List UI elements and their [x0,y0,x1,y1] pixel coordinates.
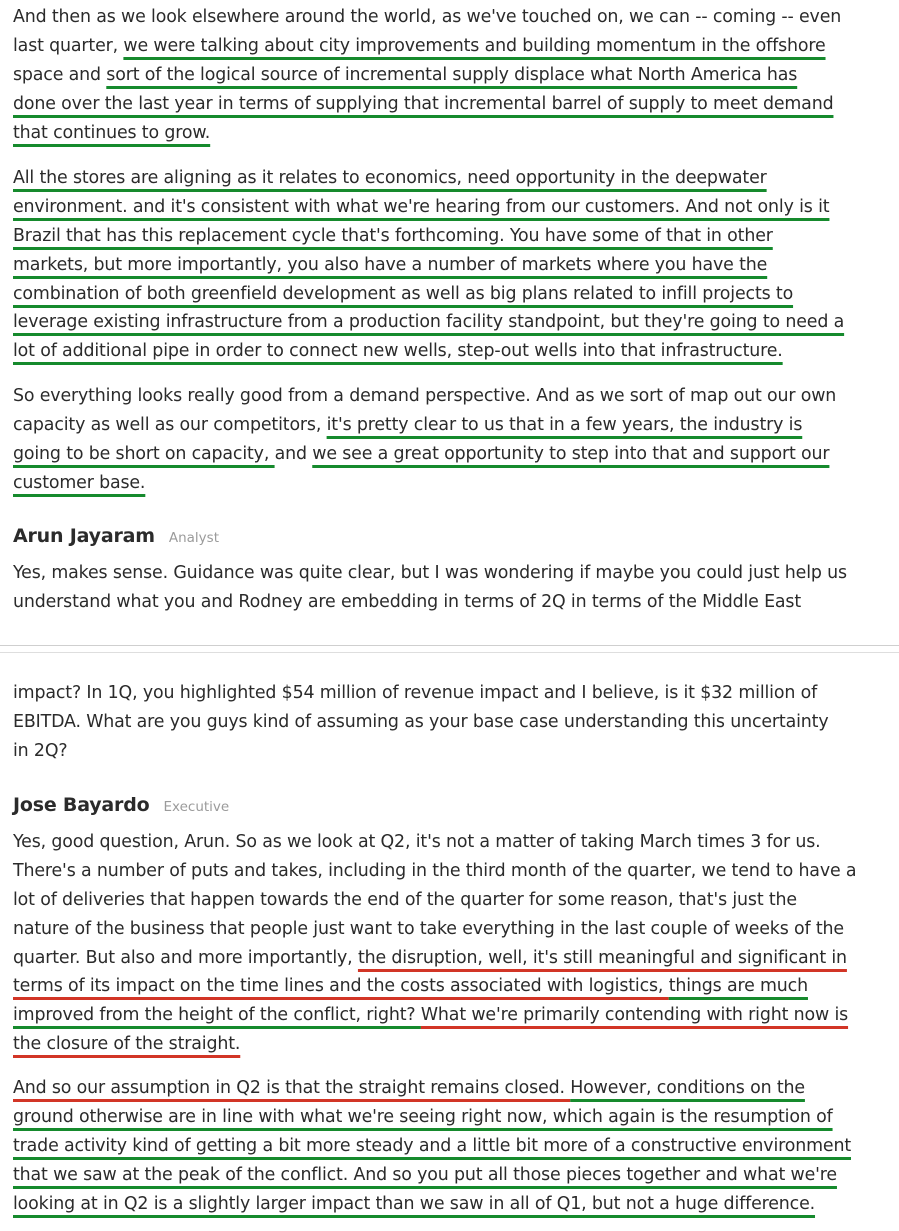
page-divider [0,645,899,646]
highlight-green: Brazil that has this replacement cycle that's forthcoming. You have some of that in other [13,225,773,246]
highlight-green: trade activity kind of getting a bit more steady and a little bit more of a constructive environment [13,1135,851,1156]
text-span: Yes, makes sense. Guidance was quite clear, but I was wondering if maybe you could just help us [13,563,847,583]
text-line [13,193,893,222]
text-line [13,588,893,617]
text-line [13,164,893,193]
highlight-green: leverage existing infrastructure from a production facility standpoint, but they're going to need a [13,312,845,333]
text-line [13,857,893,886]
speaker-header [13,791,229,819]
text-line [13,886,893,915]
text-line [13,411,893,440]
highlight-green: done over the last year in terms of supplying that incremental barrel of supply to meet demand [13,93,834,114]
highlight-green: that we saw at the peak of the conflict. And so you put all those pieces together and what we're [13,1164,837,1185]
text-span: And then as we look elsewhere around the world, as we've touched on, we can -- coming -- even [13,7,842,27]
text-line [13,1074,893,1103]
paragraph [13,1074,893,1218]
text-line [13,440,893,469]
text-span: capacity as well as our competitors, [13,414,327,435]
highlight-green: ground otherwise are in line with what we're seeing right now, which again is the resumption of [13,1106,833,1127]
text-line [13,3,893,32]
highlight-green: we see a great opportunity to step into that and support our [312,443,830,464]
transcript-panel-bottom [0,654,899,1231]
highlight-green: we were talking about city improvements and building momentum in the offshore [123,35,826,56]
text-line [13,1103,893,1132]
paragraph [13,164,893,366]
text-line [13,972,893,1001]
text-line [13,469,893,498]
text-line [13,1132,893,1161]
paragraph [13,828,893,1059]
text-line [13,251,893,280]
page-divider [0,652,899,653]
highlight-red: And so our assumption in Q2 is that the straight remains closed. [13,1078,571,1098]
highlight-green: improved from the height of the conflict, right? [13,1005,421,1026]
highlight-red: terms of its impact on the time lines and the costs associated with logistics, [13,976,669,997]
highlight-green: customer base. [13,472,146,493]
text-span: space and [13,64,107,85]
text-span: quarter. But also and more importantly, [13,947,358,968]
text-line [13,308,893,337]
highlight-red: the disruption, well, it's still meaningful and significant in [357,947,847,968]
highlight-green: it's pretty clear to us that in a few years, the industry is [326,414,803,435]
text-line [13,382,893,411]
text-line [13,90,893,119]
text-line [13,679,893,708]
text-line [13,1190,893,1219]
text-line [13,32,893,61]
text-line [13,708,893,737]
text-span: nature of the business that people just want to take everything in the last couple of weeks of the [13,918,844,939]
highlight-green: going to be short on capacity, [13,443,275,464]
highlight-green: environment. and it's consistent with what we're hearing from our customers. And not only is it [13,196,830,217]
text-line [13,1161,893,1190]
text-line [13,828,893,857]
speaker-name: Arun Jayaram [13,525,155,547]
highlight-green: things are much [668,976,808,997]
speaker-role: Executive [163,799,230,815]
paragraph [13,382,893,498]
text-span: There's a number of puts and takes, including in the third month of the quarter, we tend to have a [13,860,857,881]
text-line [13,1001,893,1030]
highlight-red: What we're primarily contending with right now is [420,1005,849,1026]
text-span: lot of deliveries that happen towards the end of the quarter for some reason, that's just the [13,889,797,910]
text-span: EBITDA. What are you guys kind of assuming as your base case understanding this uncertainty [13,711,829,732]
text-span: So everything looks really good from a demand perspective. And as we sort of map out our own [13,386,837,406]
highlight-green: lot of additional pipe in order to connect new wells, step-out wells into that infrastructure. [13,341,783,362]
text-span: understand what you and Rodney are embedding in terms of 2Q in terms of the Middle East [13,591,802,612]
text-span: impact? In 1Q, you highlighted $54 million of revenue impact and I believe, is it $32 million of [13,683,818,703]
text-span: in 2Q? [13,740,68,761]
speaker-header [13,522,219,550]
highlight-green: that continues to grow. [13,122,211,143]
text-line [13,1030,893,1059]
question-paragraph [13,679,893,766]
text-span: Yes, good question, Arun. So as we look at Q2, it's not a matter of taking March times 3 for us. [13,832,821,852]
highlight-green: sort of the logical source of incremental supply displace what North America has [106,64,798,85]
text-line [13,337,893,366]
text-span: last quarter, [13,35,124,56]
highlight-green: All the stores are aligning as it relates to economics, need opportunity in the deepwater [13,168,767,188]
text-line [13,915,893,944]
text-span: and [274,443,313,464]
highlight-green: combination of both greenfield development as well as big plans related to infill projects to [13,283,794,304]
text-line [13,61,893,90]
question-paragraph [13,559,893,617]
highlight-green: However, conditions on the [570,1078,805,1098]
highlight-green: looking at in Q2 is a slightly larger impact than we saw in all of Q1, but not a huge difference. [13,1193,816,1214]
text-line [13,944,893,973]
speaker-name: Jose Bayardo [13,794,150,816]
paragraph [13,3,893,147]
text-line [13,280,893,309]
text-line [13,559,893,588]
highlight-green: markets, but more importantly, you also have a number of markets where you have the [13,254,768,275]
speaker-role: Analyst [168,530,219,546]
highlight-red: the closure of the straight. [13,1034,241,1055]
text-line [13,222,893,251]
text-line [13,737,893,766]
text-line [13,119,893,148]
